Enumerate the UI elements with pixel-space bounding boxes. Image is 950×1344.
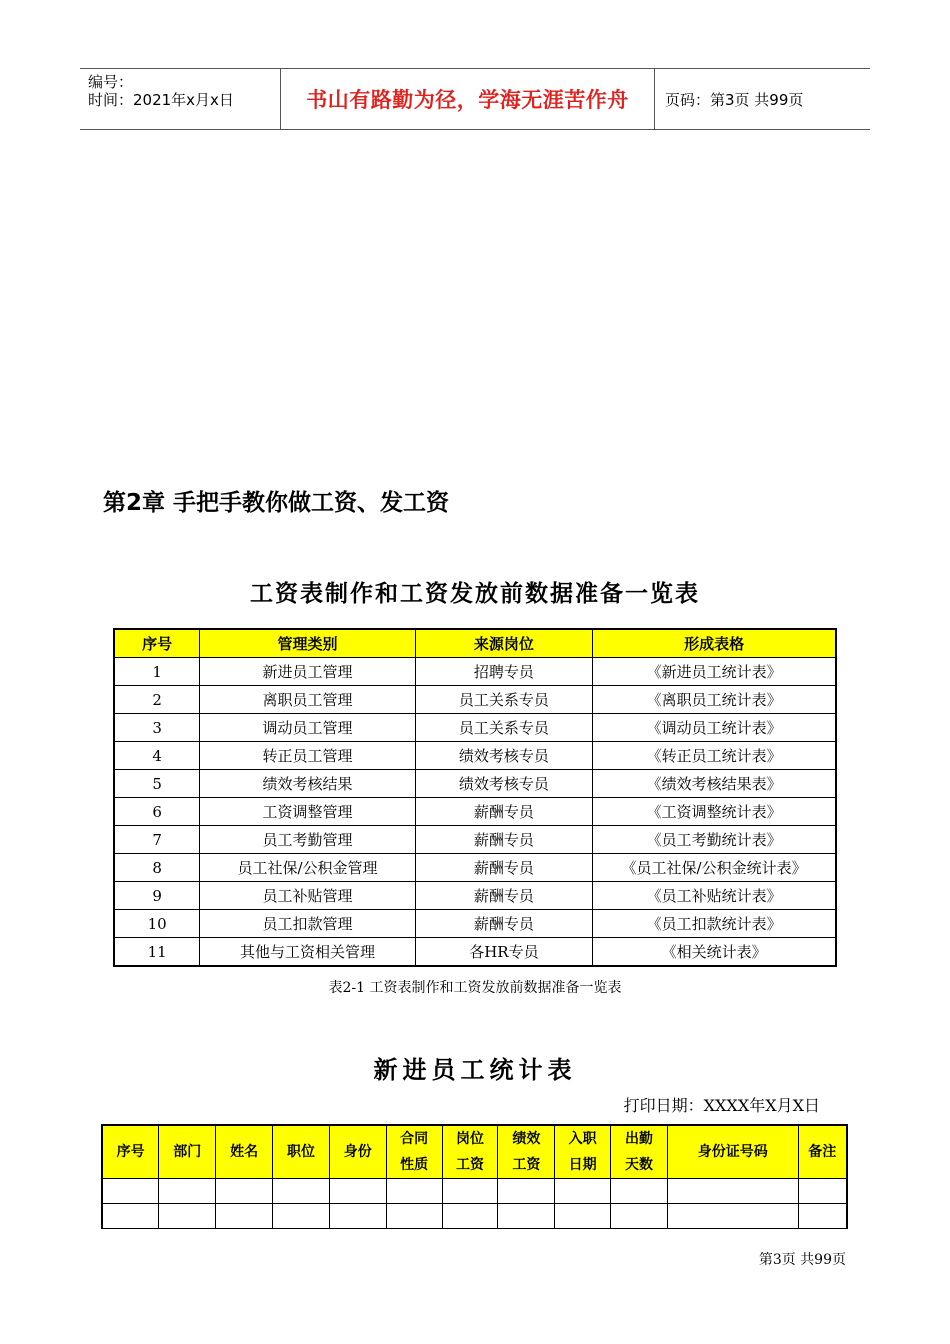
table-cell: 薪酬专员 — [415, 910, 593, 938]
table-cell: 员工关系专员 — [415, 686, 593, 714]
table-cell[interactable] — [798, 1179, 847, 1204]
table-cell[interactable] — [216, 1204, 273, 1230]
table-cell: 其他与工资相关管理 — [200, 938, 415, 967]
column-header-line: 天数 — [625, 1157, 654, 1173]
table-cell: 工资调整管理 — [200, 798, 415, 826]
table-cell: 转正员工管理 — [200, 742, 415, 770]
table-cell: 《转正员工统计表》 — [593, 742, 836, 770]
table-cell: 绩效考核专员 — [415, 742, 593, 770]
column-header-line: 姓名 — [230, 1144, 259, 1160]
column-header — [611, 1125, 668, 1179]
column-header-line: 序号 — [116, 1144, 145, 1160]
column-header-line: 身份证号码 — [697, 1144, 768, 1160]
table-cell: 8 — [114, 854, 200, 882]
table-cell: 员工关系专员 — [415, 714, 593, 742]
table-cell: 各HR专员 — [415, 938, 593, 967]
table-cell: 薪酬专员 — [415, 882, 593, 910]
table-cell[interactable] — [442, 1204, 498, 1230]
table-cell: 6 — [114, 798, 200, 826]
column-header: 来源岗位 — [415, 629, 593, 658]
table-cell[interactable] — [329, 1204, 386, 1230]
column-header — [386, 1125, 442, 1179]
table-cell[interactable] — [102, 1179, 159, 1204]
table-cell[interactable] — [611, 1179, 668, 1204]
table-cell[interactable] — [498, 1179, 555, 1204]
table-cell: 《员工补贴统计表》 — [593, 882, 836, 910]
chapter-title: 第2章 手把手教你做工资、发工资 — [103, 490, 450, 516]
column-header — [329, 1125, 386, 1179]
column-header-line: 备注 — [808, 1144, 837, 1160]
table-cell: 《员工扣款统计表》 — [593, 910, 836, 938]
table-cell: 11 — [114, 938, 200, 967]
column-header-line: 部门 — [173, 1144, 202, 1160]
table-cell[interactable] — [216, 1179, 273, 1204]
table-row — [114, 658, 836, 686]
time-label: 时间：2021年x月x日 — [88, 91, 234, 109]
column-header-line: 绩效 — [512, 1131, 541, 1147]
header-motto-cell — [281, 69, 655, 129]
page-info: 页码：第3页 共99页 — [665, 90, 804, 109]
motto: 书山有路勤为径，学海无涯苦作舟 — [306, 88, 629, 112]
table-row — [114, 826, 836, 854]
table-cell[interactable] — [667, 1204, 798, 1230]
table2-title: 新进员工统计表 — [373, 1055, 577, 1084]
table-cell: 调动员工管理 — [200, 714, 415, 742]
table-cell: 员工社保/公积金管理 — [200, 854, 415, 882]
column-header — [273, 1125, 330, 1179]
table-row — [114, 910, 836, 938]
table-cell: 《员工考勤统计表》 — [593, 826, 836, 854]
column-header — [159, 1125, 216, 1179]
table-header-row — [102, 1125, 847, 1179]
table-cell: 《相关统计表》 — [593, 938, 836, 967]
new-employee-table — [101, 1124, 848, 1230]
column-header-line: 合同 — [400, 1131, 429, 1147]
table-row — [114, 854, 836, 882]
column-header: 形成表格 — [593, 629, 836, 658]
column-header-line: 工资 — [455, 1157, 484, 1173]
column-header-line: 身份 — [343, 1144, 372, 1160]
page-cut — [95, 1229, 855, 1249]
table-row — [102, 1204, 847, 1230]
table-cell: 员工扣款管理 — [200, 910, 415, 938]
header-page-cell — [655, 69, 870, 129]
column-header-line: 入职 — [568, 1131, 597, 1147]
table-cell: 《调动员工统计表》 — [593, 714, 836, 742]
column-header — [102, 1125, 159, 1179]
table-cell[interactable] — [386, 1204, 442, 1230]
table-cell: 薪酬专员 — [415, 798, 593, 826]
table-cell: 员工补贴管理 — [200, 882, 415, 910]
table-cell: 员工考勤管理 — [200, 826, 415, 854]
column-header-line: 工资 — [512, 1157, 541, 1173]
page-footer: 第3页 共99页 — [758, 1252, 846, 1268]
column-header-line: 职位 — [286, 1144, 315, 1160]
column-header — [216, 1125, 273, 1179]
table-cell[interactable] — [386, 1179, 442, 1204]
table-cell[interactable] — [498, 1204, 555, 1230]
table-cell[interactable] — [555, 1179, 611, 1204]
table-row — [114, 770, 836, 798]
table1-caption: 表2-1 工资表制作和工资发放前数据准备一览表 — [328, 980, 622, 996]
table-cell: 绩效考核结果 — [200, 770, 415, 798]
column-header — [798, 1125, 847, 1179]
table-row — [114, 882, 836, 910]
table-row — [114, 714, 836, 742]
column-header — [442, 1125, 498, 1179]
table-cell[interactable] — [667, 1179, 798, 1204]
table-cell: 绩效考核专员 — [415, 770, 593, 798]
column-header — [498, 1125, 555, 1179]
column-header-line: 岗位 — [455, 1131, 484, 1147]
column-header-line: 性质 — [400, 1157, 429, 1173]
column-header-line: 日期 — [568, 1157, 597, 1173]
column-header: 管理类别 — [200, 629, 415, 658]
table-cell[interactable] — [159, 1179, 216, 1204]
table-cell: 3 — [114, 714, 200, 742]
table-row — [102, 1179, 847, 1204]
table-row — [114, 686, 836, 714]
table-cell: 2 — [114, 686, 200, 714]
table-cell: 1 — [114, 658, 200, 686]
table-row — [114, 798, 836, 826]
table-cell: 薪酬专员 — [415, 826, 593, 854]
number-label: 编号： — [88, 73, 134, 91]
table1-title: 工资表制作和工资发放前数据准备一览表 — [250, 580, 700, 607]
data-prep-table — [113, 628, 837, 967]
column-header-line: 出勤 — [625, 1131, 654, 1147]
table-cell: 9 — [114, 882, 200, 910]
table-cell: 《离职员工统计表》 — [593, 686, 836, 714]
table-row — [114, 938, 836, 967]
table-cell: 《新进员工统计表》 — [593, 658, 836, 686]
table-cell[interactable] — [273, 1204, 330, 1230]
column-header — [555, 1125, 611, 1179]
table-cell[interactable] — [611, 1204, 668, 1230]
table-row — [114, 742, 836, 770]
table-cell: 5 — [114, 770, 200, 798]
print-date: 打印日期：XXXX年X月X日 — [623, 1096, 820, 1115]
table-cell: 新进员工管理 — [200, 658, 415, 686]
table-cell: 离职员工管理 — [200, 686, 415, 714]
table-cell: 《工资调整统计表》 — [593, 798, 836, 826]
page-header — [80, 68, 870, 130]
table-cell[interactable] — [273, 1179, 330, 1204]
table-cell: 《员工社保/公积金统计表》 — [593, 854, 836, 882]
header-meta-cell — [80, 69, 281, 129]
table-cell: 《绩效考核结果表》 — [593, 770, 836, 798]
table-cell: 招聘专员 — [415, 658, 593, 686]
table-cell[interactable] — [555, 1204, 611, 1230]
table-cell: 薪酬专员 — [415, 854, 593, 882]
table-cell[interactable] — [798, 1204, 847, 1230]
table-cell: 10 — [114, 910, 200, 938]
column-header: 序号 — [114, 629, 200, 658]
column-header — [667, 1125, 798, 1179]
table-cell[interactable] — [442, 1179, 498, 1204]
table-cell[interactable] — [102, 1204, 159, 1230]
table-cell[interactable] — [329, 1179, 386, 1204]
table-cell[interactable] — [159, 1204, 216, 1230]
table-header-row — [114, 629, 836, 658]
table-cell: 4 — [114, 742, 200, 770]
table-cell: 7 — [114, 826, 200, 854]
